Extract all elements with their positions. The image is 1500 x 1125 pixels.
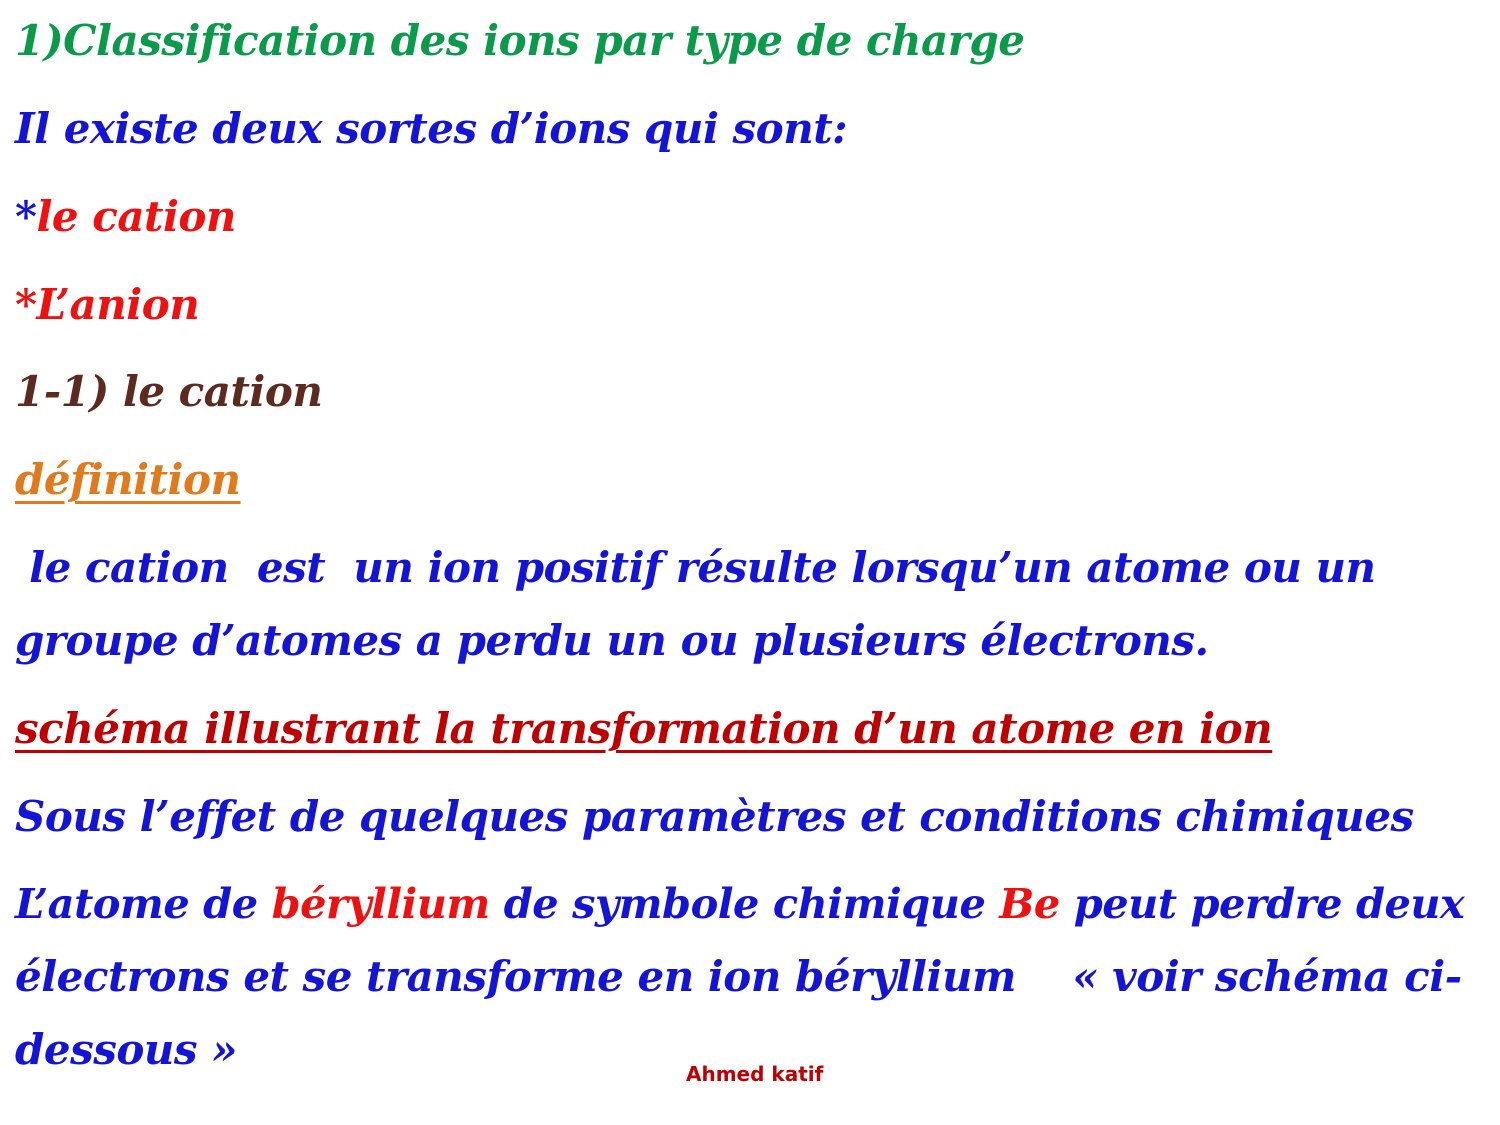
- conditions-text: Sous l’effet de quelques paramètres et conditions chimiques: [15, 792, 1414, 841]
- bullet-star: *: [15, 192, 37, 241]
- beryllium-symbol: Be: [999, 879, 1060, 928]
- author-footer: Ahmed katif: [686, 1062, 824, 1086]
- bullet-anion: *L’anion: [15, 280, 200, 329]
- intro-text: Il existe deux sortes d’ions qui sont:: [15, 104, 848, 153]
- schema-title: schéma illustrant la transformation d’un atome en ion: [15, 704, 1273, 753]
- definition-text-line-1: le cation est un ion positif résulte lorsqu’un atome ou un: [15, 543, 1376, 592]
- definition-text-line-2: groupe d’atomes a perdu un ou plusieurs électrons.: [15, 616, 1209, 665]
- beryllium-part-3: peut perdre deux: [1059, 879, 1465, 928]
- beryllium-line-2: électrons et se transforme en ion béryllium « voir schéma ci-: [15, 952, 1462, 1001]
- beryllium-part-2: de symbole chimique: [489, 879, 1000, 928]
- beryllium-line-3: dessous »: [15, 1025, 237, 1074]
- beryllium-line-1: [15, 879, 1465, 928]
- bullet-cation: [15, 192, 236, 241]
- beryllium-element-name: béryllium: [271, 879, 490, 928]
- definition-label: définition: [15, 455, 241, 504]
- section-heading: 1)Classification des ions par type de charge: [15, 16, 1025, 65]
- beryllium-part-1: L’atome de: [15, 879, 272, 928]
- bullet-cation-label: le cation: [36, 192, 236, 241]
- subsection-heading: 1-1) le cation: [15, 367, 323, 416]
